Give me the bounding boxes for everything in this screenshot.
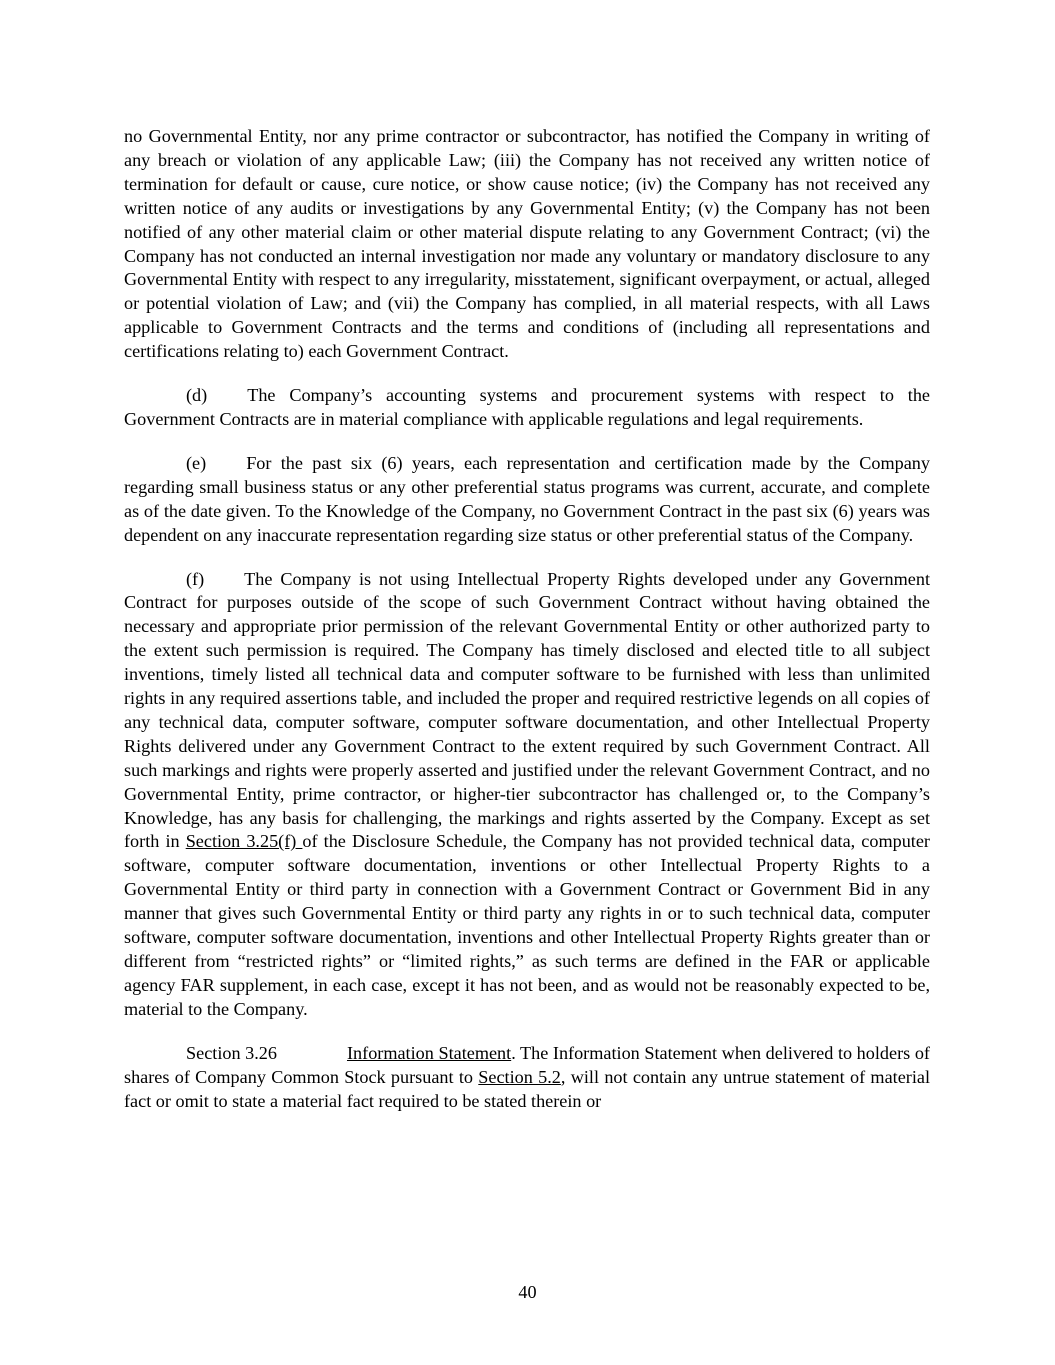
paragraph-e-text: For the past six (6) years, each representation and certification made by the Company regarding small business status or any other preferential status programs was current, accurate, and complete as of the date given. To the Knowledge of the Company, no Government Contract in the past six (6) years was dependent on any inaccurate representation regarding size status or other preferential status of the Company. — [124, 452, 930, 545]
section-3-26-text-1: . The Information Statement when delivered to holders of shares of Company Common Stock pursuant to — [124, 1042, 930, 1087]
paragraph-f-text-1: The Company is not using Intellectual Property Rights developed under any Government Contract for purposes outside of the scope of such Government Contract without having obtained the necessary and appropriate prior permission of the relevant Governmental Entity or other authorized party to the extent such permission is required. The Company has timely disclosed and elected title to all subject inventions, timely listed all technical data and computer software to be furnished with less than unlimited rights in any required assertions table, and included the proper and required restrictive legends on all copies of any technical data, computer software, computer software documentation, and other Intellectual Property Rights delivered under any Government Contract to the extent required by such Government Contract. All such markings and rights were properly asserted and justified under the relevant Government Contract, and no Governmental Entity, prime contractor, or higher-tier subcontractor has challenged or, to the Company’s Knowledge, has any basis for challenging, the markings and rights asserted by the Company. Except as set forth in — [124, 568, 930, 852]
section-number: Section 3.26 — [186, 1042, 277, 1063]
paragraph-f-text-2: of the Disclosure Schedule, the Company has not provided technical data, computer software, computer software documentation, inventions or other Intellectual Property Rights to a Governmental Entity or third party in connection with a Government Contract or Government Bid in any manner that gives such Governmental Entity or third party any rights in or to such technical data, computer software, computer software documentation, inventions and other Intellectual Property Rights greater than or different from “restricted rights” or “limited rights,” as such terms are defined in the FAR or applicable agency FAR supplement, in each case, except it has not been, and as would not be reasonably expected to be, material to the Company. — [124, 831, 930, 1019]
paragraph-d-label: (d) — [186, 385, 208, 406]
document-body — [124, 125, 930, 1133]
section-heading: Information Statement — [346, 1042, 512, 1063]
paragraph-e — [124, 452, 930, 548]
section-5-2-reference[interactable]: Section 5.2 — [478, 1066, 561, 1087]
paragraph-d-text: The Company’s accounting systems and procurement systems with respect to the Government Contracts are in material compliance with applicable regulations and legal requirements. — [124, 385, 930, 429]
paragraph-d — [124, 384, 930, 432]
section-3-26-paragraph — [124, 1042, 930, 1114]
section-3-25-f-reference[interactable]: Section 3.25(f) — [185, 831, 303, 852]
section-3-26-text-2: , will not contain any untrue statement of material fact or omit to state a material fact required to be stated therein or — [124, 1066, 930, 1111]
paragraph-f-label: (f) — [186, 568, 205, 589]
paragraph-e-label: (e) — [186, 452, 207, 473]
paragraph-f — [124, 568, 930, 1022]
page-number: 40 — [518, 1282, 537, 1302]
continuation-paragraph: no Governmental Entity, nor any prime contractor or subcontractor, has notified the Company in writing of any breach or violation of any applicable Law; (iii) the Company has not received any written notice of termination for default or cause, cure notice, or show cause notice; (iv) the Company has not received any written notice of any audits or investigations by any Governmental Entity; (v) the Company has not been notified of any other material claim or other material dispute relating to any Government Contract; (vi) the Company has not conducted an internal investigation nor made any voluntary or mandatory disclosure to any Governmental Entity with respect to any irregularity, misstatement, significant overpayment, or actual, alleged or potential violation of Law; and (vii) the Company has complied, in all material respects, with all Laws applicable to Government Contracts and the terms and conditions of (including all representations and certifications relating to) each Government Contract. — [124, 126, 930, 362]
